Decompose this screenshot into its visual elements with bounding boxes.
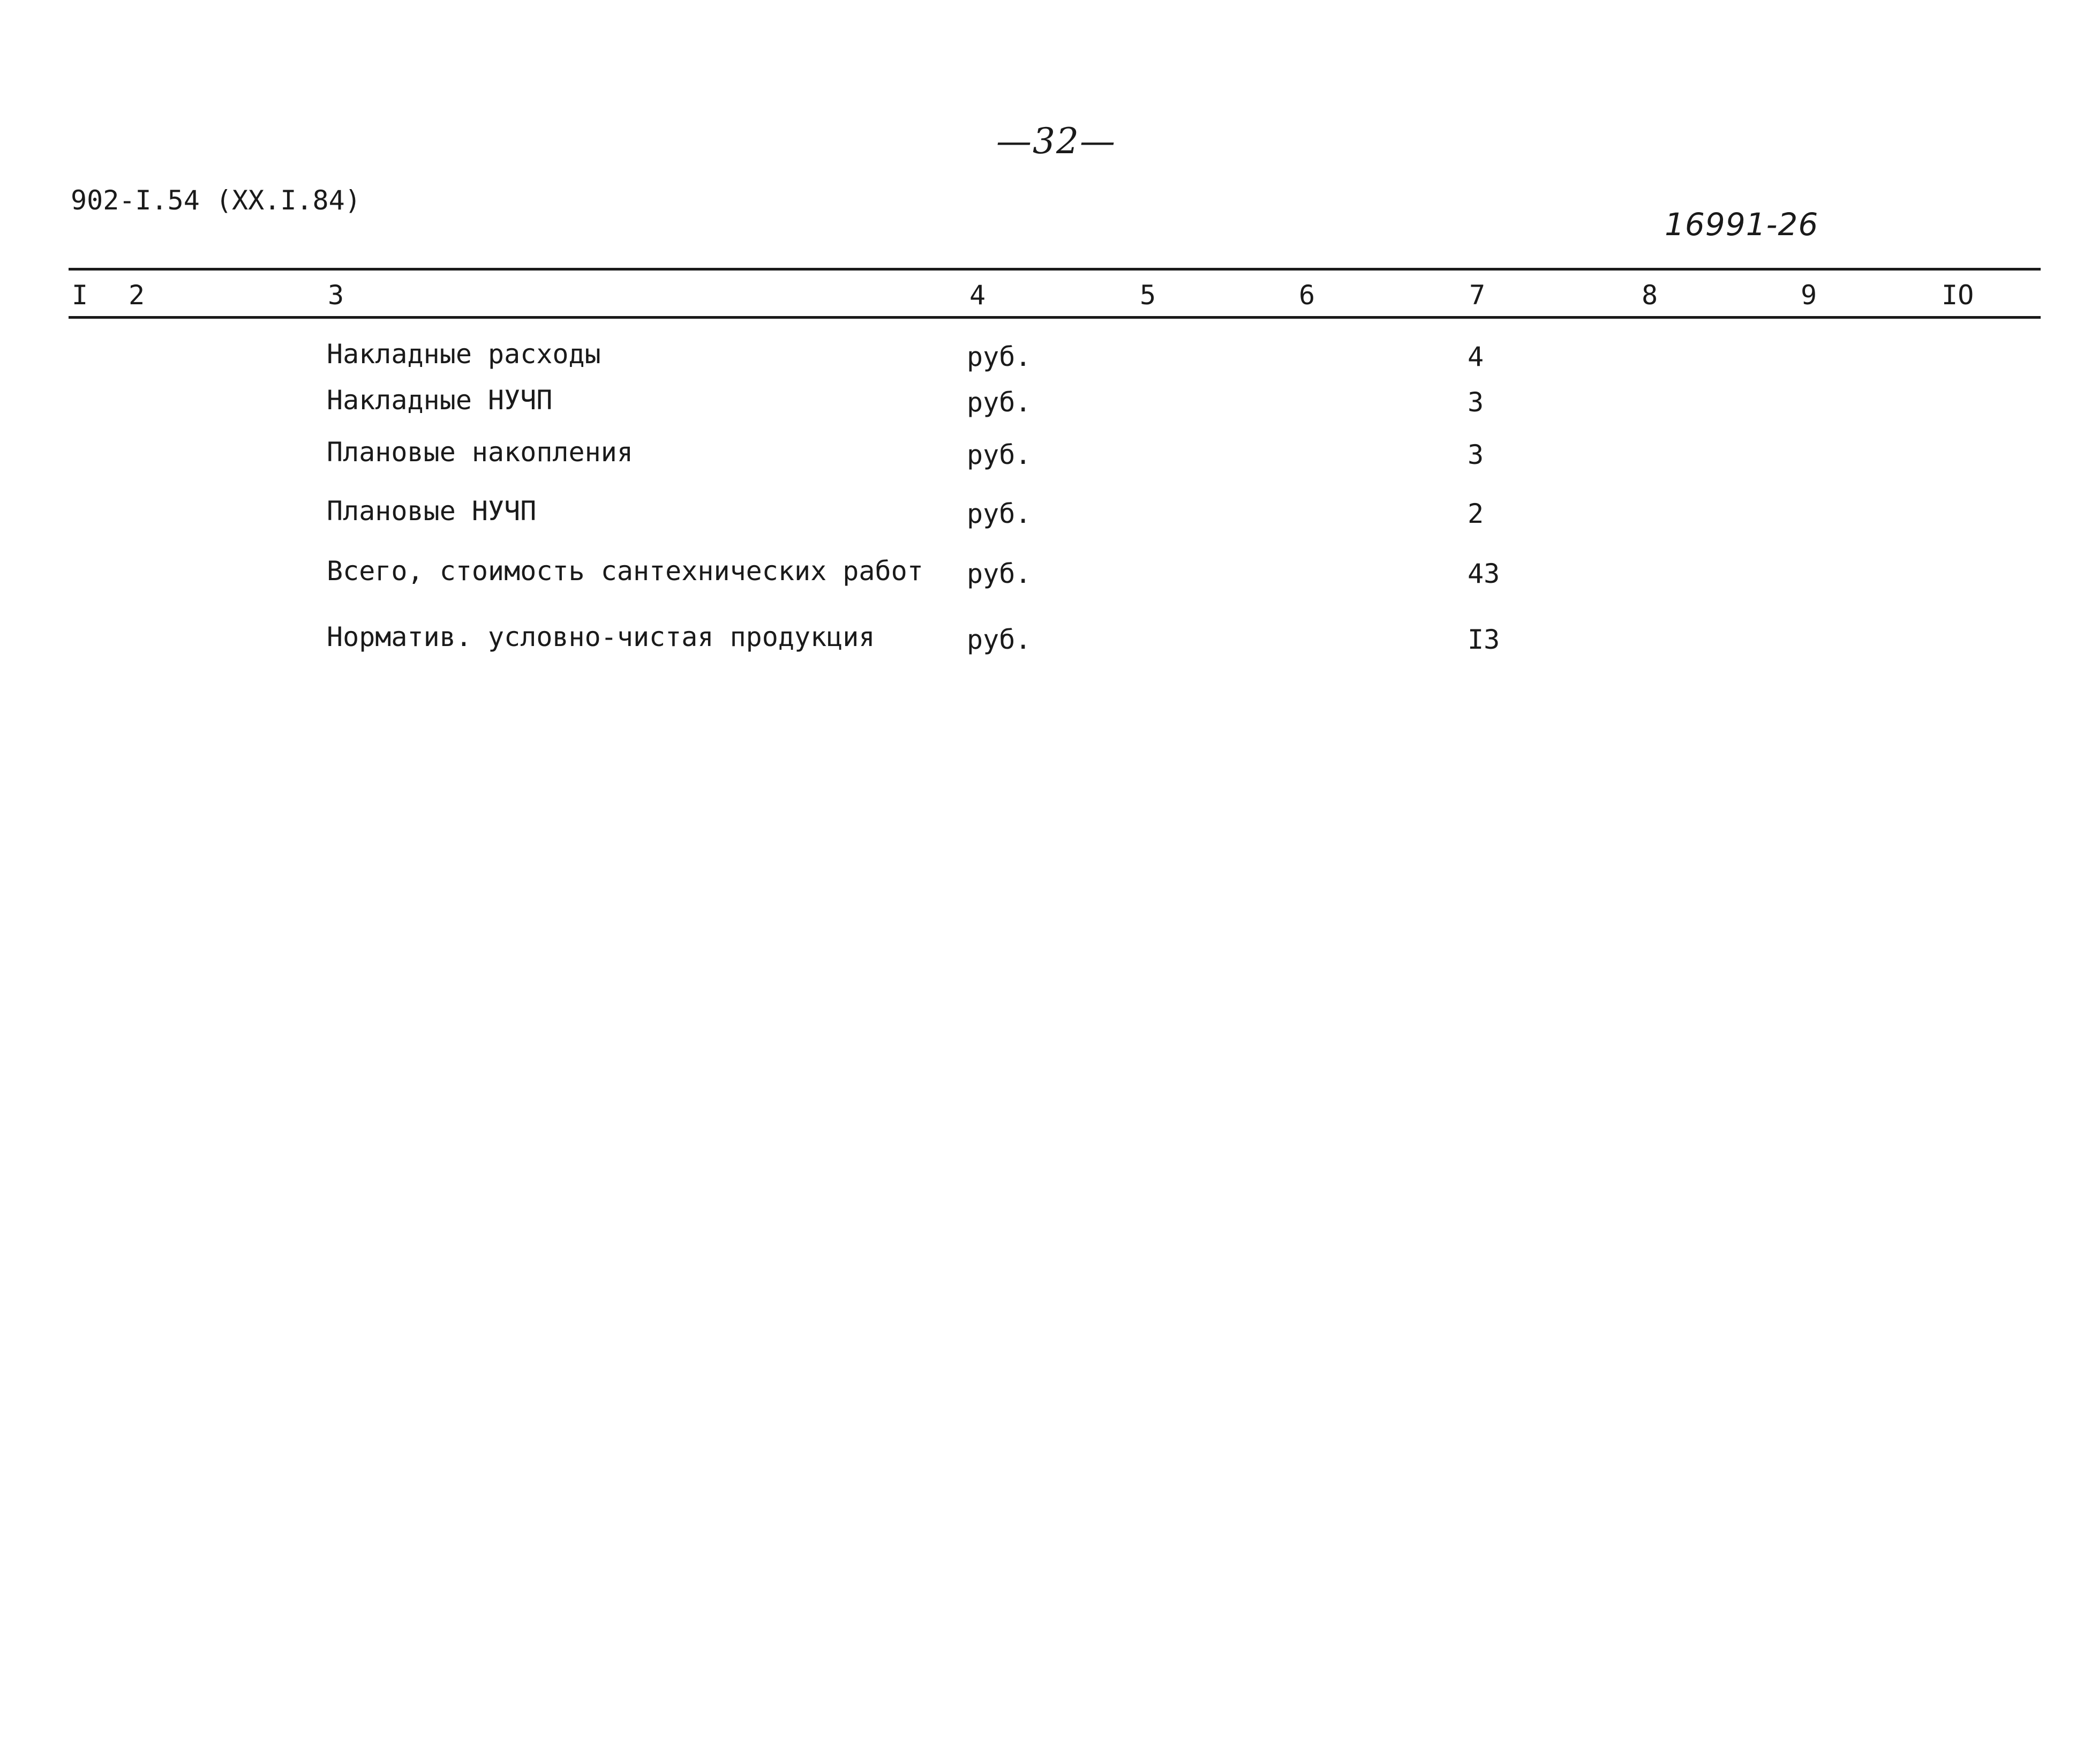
row-value: I3 (1468, 624, 1500, 655)
column-header-5: 5 (1140, 280, 1156, 311)
row-name: Накладные расходы (327, 339, 601, 370)
column-header-2: 2 (129, 280, 145, 311)
row-name: Норматив. условно-чистая продукция (327, 621, 875, 652)
document-code: 902-I.54 (XX.I.84) (71, 185, 361, 216)
row-value: 3 (1468, 387, 1484, 418)
column-header-9: 9 (1801, 280, 1817, 311)
row-unit: руб. (967, 439, 1032, 470)
column-header-3: 3 (328, 280, 344, 311)
row-unit: руб. (967, 341, 1032, 372)
table-header-rule (69, 316, 2041, 319)
column-header-10: IO (1942, 280, 1974, 311)
row-value: 43 (1468, 558, 1500, 589)
row-name: Плановые накопления (327, 437, 633, 468)
page-number: —32— (996, 121, 1116, 162)
row-name: Плановые НУЧП (327, 496, 537, 527)
row-unit: руб. (967, 387, 1032, 418)
column-header-7: 7 (1469, 280, 1486, 311)
row-unit: руб. (967, 498, 1032, 529)
row-unit: руб. (967, 624, 1032, 655)
archive-number: 16991-26 (1665, 206, 1819, 243)
row-value: 2 (1468, 498, 1484, 529)
table-top-rule (69, 268, 2041, 271)
column-header-4: 4 (969, 280, 986, 311)
column-header-8: 8 (1642, 280, 1658, 311)
column-header-1: I (72, 280, 88, 311)
column-header-6: 6 (1299, 280, 1315, 311)
row-name: Накладные НУЧП (327, 385, 553, 416)
row-value: 4 (1468, 341, 1484, 372)
row-name: Всего, стоимость сантехнических работ (327, 556, 923, 587)
row-unit: руб. (967, 558, 1032, 589)
row-value: 3 (1468, 439, 1484, 470)
